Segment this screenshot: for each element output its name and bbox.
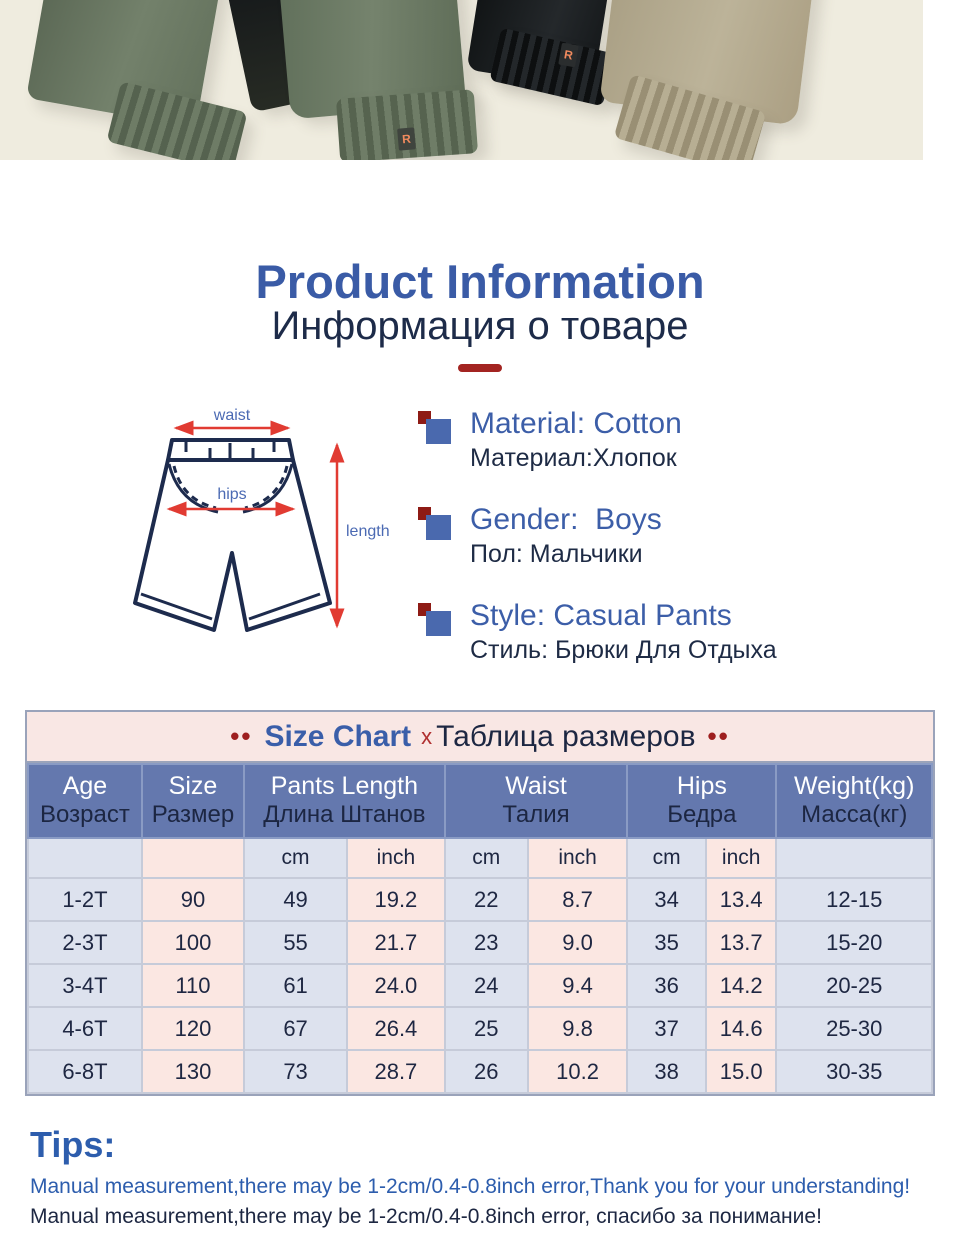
table-cell xyxy=(142,838,244,878)
col-waist-ru: Талия xyxy=(502,801,570,828)
table-row xyxy=(28,1007,932,1050)
table-cell: 20-25 xyxy=(776,964,932,1007)
unit-cell: inch xyxy=(706,838,777,878)
table-cell: 9.0 xyxy=(528,921,627,964)
units-row xyxy=(28,838,932,878)
attribute-en: Gender: Boys xyxy=(470,503,662,536)
table-cell: 4-6T xyxy=(28,1007,142,1050)
bullet-square-icon xyxy=(418,411,454,447)
table-cell xyxy=(776,838,932,878)
table-cell: 24 xyxy=(445,964,528,1007)
table-cell: 49 xyxy=(244,878,347,921)
table-cell: 3-4T xyxy=(28,964,142,1007)
table-cell xyxy=(28,838,142,878)
attribute-material xyxy=(418,406,858,473)
table-cell: 21.7 xyxy=(347,921,445,964)
unit-cell: cm xyxy=(627,838,706,878)
table-cell: 34 xyxy=(627,878,706,921)
table-cell: 24.0 xyxy=(347,964,445,1007)
dots-decoration-right: •• xyxy=(707,721,730,751)
title-divider xyxy=(458,364,502,372)
table-row xyxy=(28,1050,932,1093)
table-cell: 120 xyxy=(142,1007,244,1050)
col-age-ru: Возраст xyxy=(40,801,130,828)
table-cell: 6-8T xyxy=(28,1050,142,1093)
table-cell: 23 xyxy=(445,921,528,964)
hips-label: hips xyxy=(217,486,247,503)
table-cell: 38 xyxy=(627,1050,706,1093)
col-hips-ru: Бедра xyxy=(667,801,737,828)
tips-section xyxy=(30,1124,955,1229)
table-cell: 67 xyxy=(244,1007,347,1050)
unit-cell: inch xyxy=(528,838,627,878)
attribute-style xyxy=(418,598,858,665)
bullet-square-icon xyxy=(418,507,454,543)
table-cell: 130 xyxy=(142,1050,244,1093)
attribute-en: Style: Casual Pants xyxy=(470,599,732,632)
unit-cell: inch xyxy=(347,838,445,878)
size-chart-title-separator: x xyxy=(421,723,433,749)
col-size-en: Size xyxy=(168,772,218,800)
attribute-ru: Стиль: Брюки Для Отдыха xyxy=(470,636,777,664)
col-pants-length-ru: Длина Штанов xyxy=(263,801,426,828)
table-cell: 1-2T xyxy=(28,878,142,921)
table-cell: 14.2 xyxy=(706,964,777,1007)
bullet-square-icon xyxy=(418,603,454,639)
table-cell: 90 xyxy=(142,878,244,921)
col-size xyxy=(142,764,244,838)
col-weight-en: Weight(kg) xyxy=(794,772,915,800)
attribute-list xyxy=(418,406,858,694)
page-title: Product Information xyxy=(255,255,705,308)
col-weight-ru: Масса(кг) xyxy=(801,801,908,828)
table-cell: 15-20 xyxy=(776,921,932,964)
attribute-en: Material: Cotton xyxy=(470,407,682,440)
tips-line-ru: Manual measurement,there may be 1-2cm/0.4-0.8inch error, спасибо за понимание! xyxy=(30,1205,822,1228)
table-cell: 22 xyxy=(445,878,528,921)
brand-tag-r: R xyxy=(397,127,416,150)
table-cell: 110 xyxy=(142,964,244,1007)
col-size-ru: Размер xyxy=(151,801,235,828)
length-label: length xyxy=(346,523,390,540)
table-cell: 9.8 xyxy=(528,1007,627,1050)
size-chart xyxy=(25,710,935,1096)
table-cell: 15.0 xyxy=(706,1050,777,1093)
table-cell: 14.6 xyxy=(706,1007,777,1050)
bullet-blue-square xyxy=(426,419,451,444)
dots-decoration-left: •• xyxy=(230,721,253,751)
table-row xyxy=(28,964,932,1007)
table-cell: 10.2 xyxy=(528,1050,627,1093)
attribute-gender xyxy=(418,502,858,569)
table-cell: 9.4 xyxy=(528,964,627,1007)
tips-line-en: Manual measurement,there may be 1-2cm/0.4-0.8inch error,Thank you for your understanding! xyxy=(30,1175,911,1198)
page-title-russian: Информация о товаре xyxy=(271,304,689,348)
table-cell: 19.2 xyxy=(347,878,445,921)
col-age-en: Age xyxy=(62,772,108,800)
header-row xyxy=(28,764,932,838)
table-cell: 61 xyxy=(244,964,347,1007)
table-cell: 73 xyxy=(244,1050,347,1093)
tips-heading: Tips: xyxy=(30,1124,116,1165)
table-cell: 2-3T xyxy=(28,921,142,964)
table-cell: 26.4 xyxy=(347,1007,445,1050)
col-waist xyxy=(445,764,628,838)
table-cell: 55 xyxy=(244,921,347,964)
table-cell: 13.7 xyxy=(706,921,777,964)
table-cell: 8.7 xyxy=(528,878,627,921)
col-age xyxy=(28,764,142,838)
table-row xyxy=(28,921,932,964)
bullet-blue-square xyxy=(426,515,451,540)
table-cell: 36 xyxy=(627,964,706,1007)
size-chart-title-en: Size Chart xyxy=(264,719,412,753)
brand-tag-r: R xyxy=(558,43,579,68)
table-cell: 12-15 xyxy=(776,878,932,921)
table-cell: 28.7 xyxy=(347,1050,445,1093)
table-cell: 100 xyxy=(142,921,244,964)
attribute-ru: Материал:Хлопок xyxy=(470,444,677,472)
unit-cell: cm xyxy=(244,838,347,878)
table-cell: 30-35 xyxy=(776,1050,932,1093)
table-cell: 35 xyxy=(627,921,706,964)
table-cell: 37 xyxy=(627,1007,706,1050)
table-row xyxy=(28,878,932,921)
col-pants-length-en: Pants Length xyxy=(270,772,419,800)
size-chart-title-ru: Таблица размеров xyxy=(436,719,696,753)
table-cell: 25 xyxy=(445,1007,528,1050)
col-pants-length xyxy=(244,764,445,838)
attribute-ru: Пол: Мальчики xyxy=(470,540,643,568)
bullet-blue-square xyxy=(426,611,451,636)
table-cell: 13.4 xyxy=(706,878,777,921)
col-hips-en: Hips xyxy=(676,772,727,800)
col-waist-en: Waist xyxy=(505,772,567,800)
col-hips xyxy=(627,764,776,838)
waist-label: waist xyxy=(213,407,251,424)
size-chart-title xyxy=(27,712,933,763)
product-photo xyxy=(0,0,923,160)
table-cell: 25-30 xyxy=(776,1007,932,1050)
unit-cell: cm xyxy=(445,838,528,878)
col-weight xyxy=(776,764,932,838)
size-chart-table xyxy=(27,763,933,1094)
table-cell: 26 xyxy=(445,1050,528,1093)
shorts-measurement-diagram xyxy=(122,398,404,650)
